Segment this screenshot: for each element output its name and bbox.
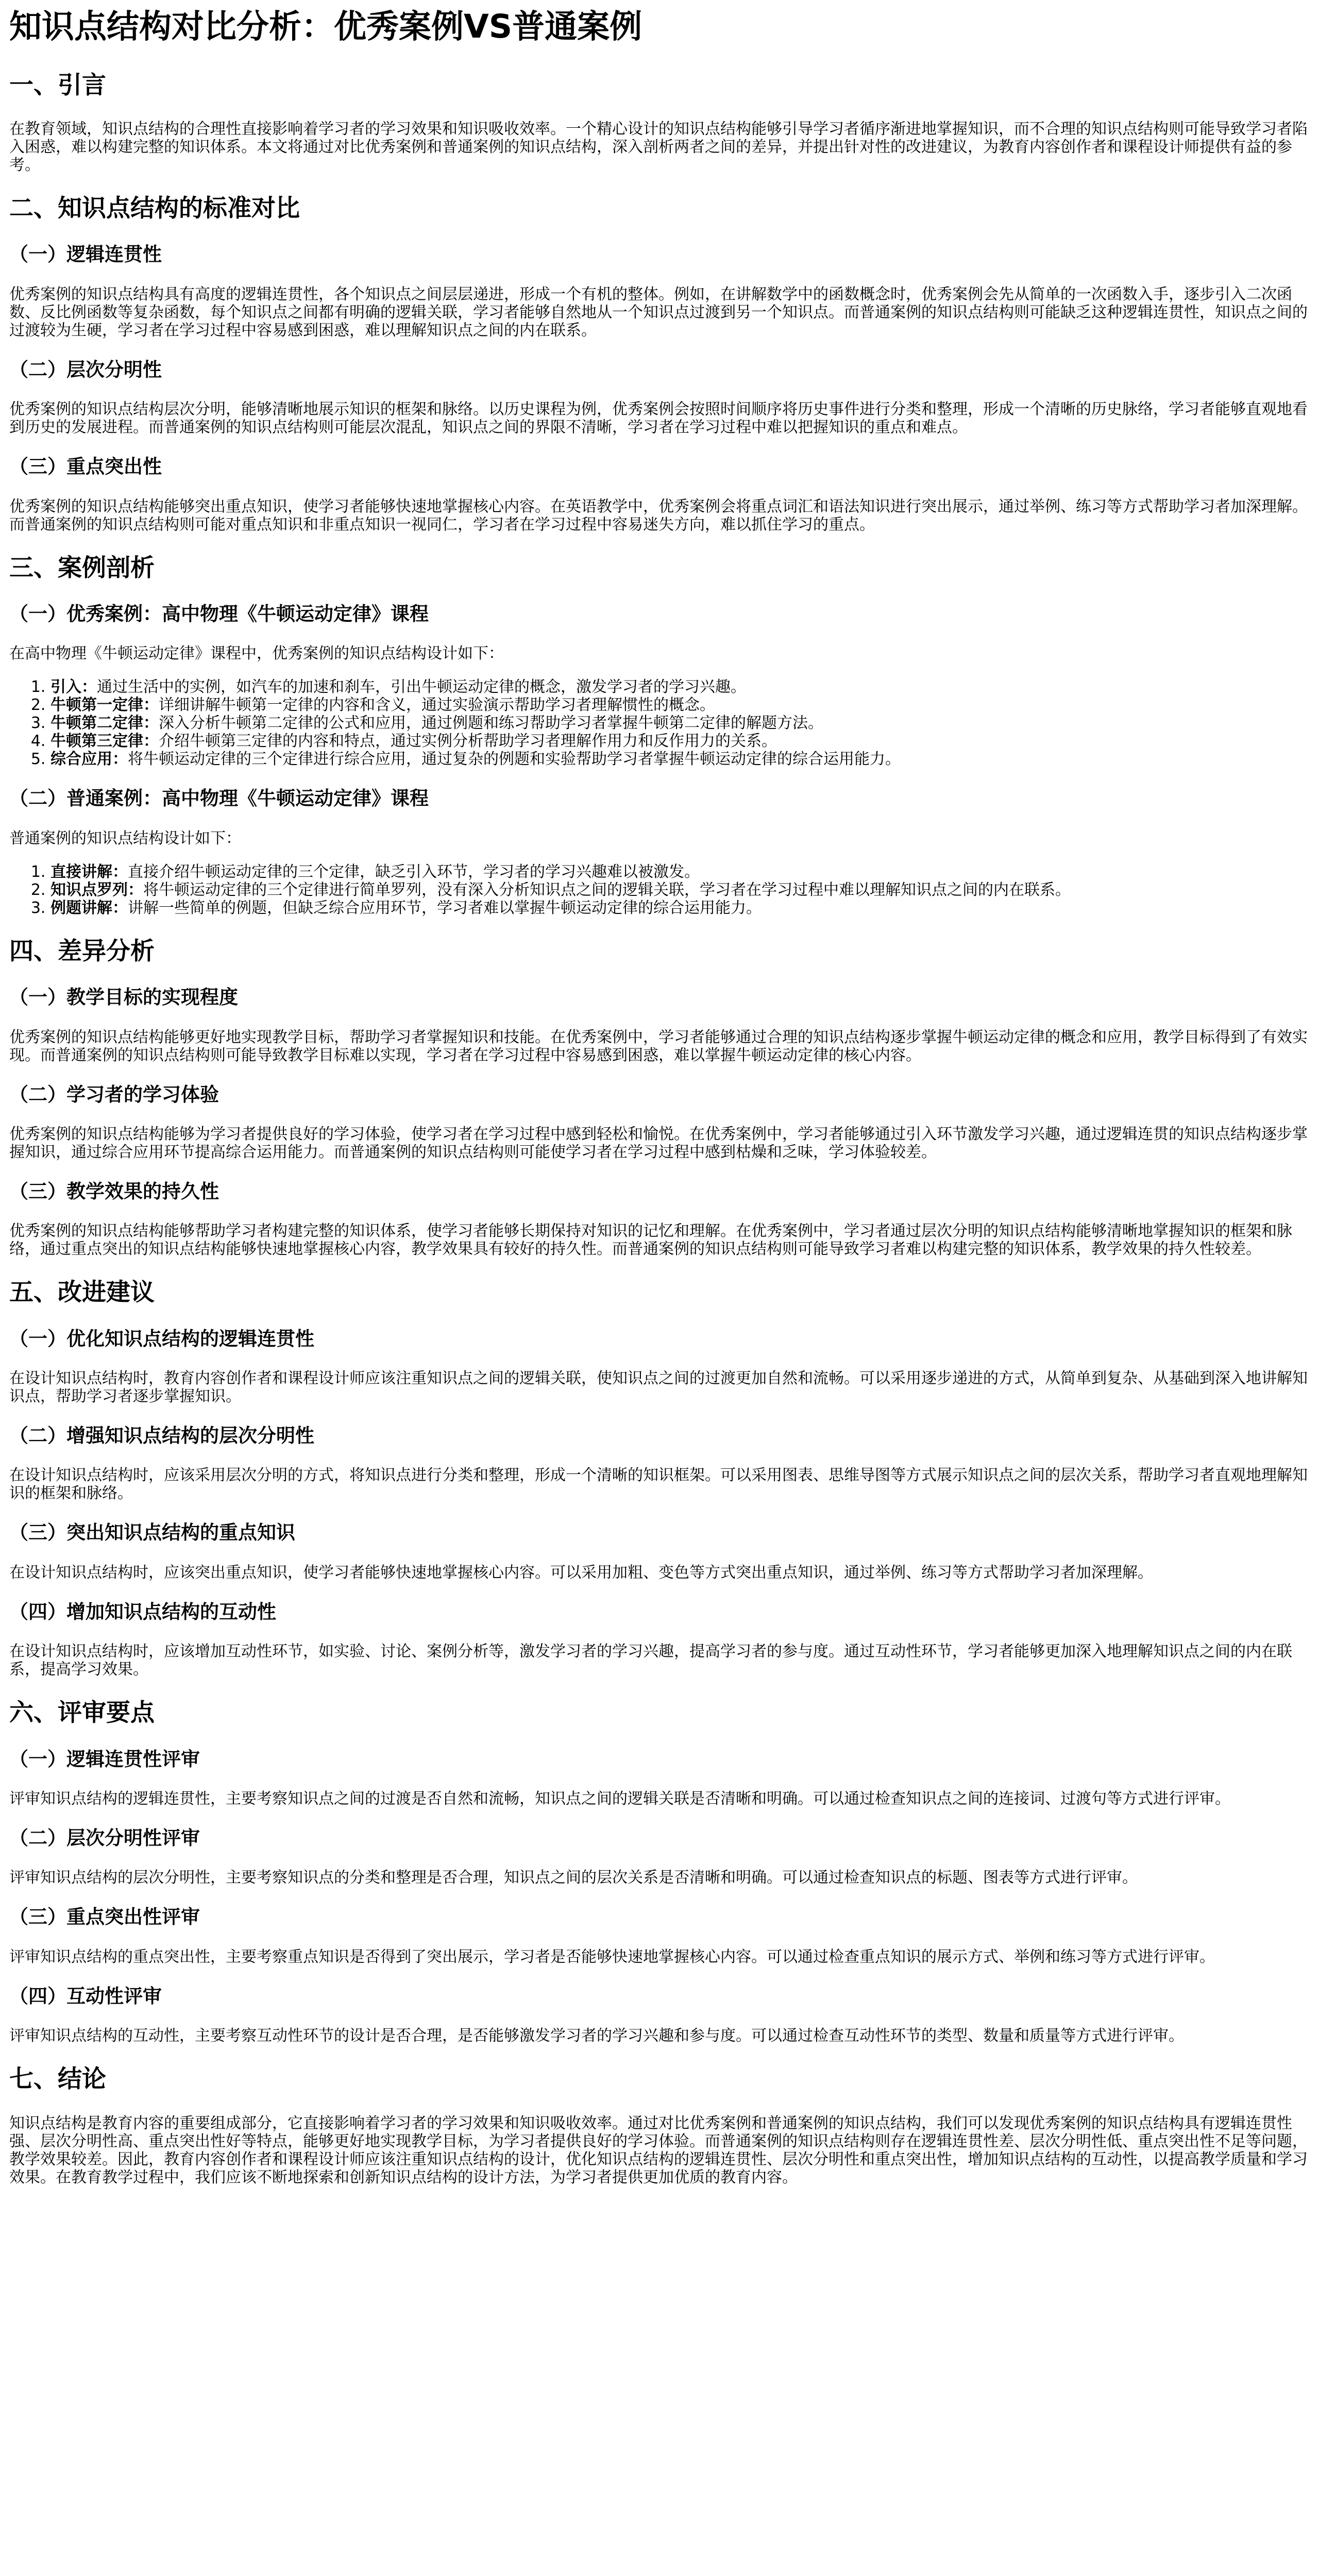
list-item-label: 例题讲解： [50, 899, 128, 917]
subsection-heading-review-interaction: （四）互动性评审 [9, 1985, 162, 2007]
subsection-heading-review-emphasis: （三）重点突出性评审 [9, 1906, 200, 1928]
list-item-label: 牛顿第三定律： [50, 732, 159, 751]
subsection-heading-review-hierarchy: （二）层次分明性评审 [9, 1827, 200, 1850]
paragraph-suggestion-hierarchy: 在设计知识点结构时，应该采用层次分明的方式，将知识点进行分类和整理，形成一个清晰的知识框架。可以采用图表、思维导图等方式展示知识点之间的层次关系，帮助学习者直观地理解知识的框架和脉络。 [9, 1466, 1308, 1503]
paragraph-hierarchy: 优秀案例的知识点结构层次分明，能够清晰地展示知识的框架和脉络。以历史课程为例，优秀案例会按照时间顺序将历史事件进行分类和整理，形成一个清晰的历史脉络，学习者能够直观地看到历史的发展进程。而普通案例的知识点结构则可能层次混乱，知识点之间的界限不清晰，学习者在学习过程中难以把握知识的重点和难点。 [9, 400, 1308, 437]
subsection-heading-learning-experience: （二）学习者的学习体验 [9, 1083, 219, 1106]
subsection-heading-review-logic: （一）逻辑连贯性评审 [9, 1748, 200, 1770]
subsection-heading-excellent-case: （一）优秀案例：高中物理《牛顿运动定律》课程 [9, 602, 429, 625]
section-heading-introduction: 一、引言 [9, 71, 106, 99]
list-item [50, 714, 1310, 732]
paragraph-review-logic: 评审知识点结构的逻辑连贯性，主要考察知识点之间的过渡是否自然和流畅，知识点之间的逻辑关联是否清晰和明确。可以通过检查知识点之间的连接词、过渡句等方式进行评审。 [9, 1790, 1230, 1808]
list-item [50, 863, 1310, 881]
subsection-heading-logic: （一）逻辑连贯性 [9, 243, 162, 266]
list-item-text: 将牛顿运动定律的三个定律进行综合应用，通过复杂的例题和实验帮助学习者掌握牛顿运动定律的综合运用能力。 [128, 750, 901, 769]
list-item-text: 讲解一些简单的例题，但缺乏综合应用环节，学习者难以掌握牛顿运动定律的综合运用能力。 [128, 899, 762, 917]
subsection-heading-suggestion-interaction: （四）增加知识点结构的互动性 [9, 1600, 276, 1623]
ordinary-case-intro: 普通案例的知识点结构设计如下： [9, 829, 241, 848]
list-item-label: 牛顿第一定律： [50, 696, 159, 715]
paragraph-review-emphasis: 评审知识点结构的重点突出性，主要考察重点知识是否得到了突出展示，学习者是否能够快速地掌握核心内容。可以通过检查重点知识的展示方式、举例和练习等方式进行评审。 [9, 1947, 1215, 1966]
section-heading-suggestions: 五、改进建议 [9, 1278, 155, 1307]
section-heading-difference-analysis: 四、差异分析 [9, 937, 155, 965]
list-item-text: 介绍牛顿第三定律的内容和特点，通过实例分析帮助学习者理解作用力和反作用力的关系。 [159, 732, 777, 751]
paragraph-suggestion-logic: 在设计知识点结构时，教育内容创作者和课程设计师应该注重知识点之间的逻辑关联，使知识点之间的过渡更加自然和流畅。可以采用逐步递进的方式，从简单到复杂、从基础到深入地讲解知识点，帮助学习者逐步掌握知识。 [9, 1369, 1308, 1406]
list-item [50, 732, 1310, 750]
paragraph-learning-experience: 优秀案例的知识点结构能够为学习者提供良好的学习体验，使学习者在学习过程中感到轻松和愉悦。在优秀案例中，学习者能够通过引入环节激发学习兴趣，通过逻辑连贯的知识点结构逐步掌握知识，通过综合应用环节提高综合运用能力。而普通案例的知识点结构则可能使学习者在学习过程中感到枯燥和乏味，学习体验较差。 [9, 1125, 1308, 1161]
list-item-label: 综合应用： [50, 750, 128, 769]
list-item [50, 678, 1310, 696]
list-item [50, 696, 1310, 714]
paragraph-suggestion-interaction: 在设计知识点结构时，应该增加互动性环节，如实验、讨论、案例分析等，激发学习者的学习兴趣，提高学习者的参与度。通过互动性环节，学习者能够更加深入地理解知识点之间的内在联系，提高学习效果。 [9, 1642, 1292, 1679]
section-heading-conclusion: 七、结论 [9, 2065, 106, 2094]
section-heading-standards: 二、知识点结构的标准对比 [9, 194, 300, 223]
paragraph-review-interaction: 评审知识点结构的互动性，主要考察互动性环节的设计是否合理，是否能够激发学习者的学习兴趣和参与度。可以通过检查互动性环节的类型、数量和质量等方式进行评审。 [9, 2027, 1184, 2045]
paragraph-suggestion-emphasis: 在设计知识点结构时，应该突出重点知识，使学习者能够快速地掌握核心内容。可以采用加粗、变色等方式突出重点知识，通过举例、练习等方式帮助学习者加深理解。 [9, 1563, 1153, 1582]
list-item-text: 将牛顿运动定律的三个定律进行简单罗列，没有深入分析知识点之间的逻辑关联，学习者在学习过程中难以理解知识点之间的内在联系。 [143, 880, 1071, 899]
subsection-heading-ordinary-case: （二）普通案例：高中物理《牛顿运动定律》课程 [9, 787, 429, 810]
list-item [50, 899, 1310, 917]
subsection-heading-hierarchy: （二）层次分明性 [9, 358, 162, 381]
list-item-label: 引入： [50, 678, 97, 697]
paragraph-persistence: 优秀案例的知识点结构能够帮助学习者构建完整的知识体系，使学习者能够长期保持对知识的记忆和理解。在优秀案例中，学习者通过层次分明的知识点结构能够清晰地掌握知识的框架和脉络，通过重点突出的知识点结构能够快速地掌握核心内容，教学效果具有较好的持久性。而普通案例的知识点结构则可能导致学习者难以构建完整的知识体系，教学效果的持久性较差。 [9, 1222, 1292, 1259]
list-item-text: 直接介绍牛顿运动定律的三个定律，缺乏引入环节，学习者的学习兴趣难以被激发。 [128, 862, 700, 881]
list-item [50, 881, 1310, 899]
section-heading-review-points: 六、评审要点 [9, 1699, 155, 1727]
paragraph-logic: 优秀案例的知识点结构具有高度的逻辑连贯性，各个知识点之间层层递进，形成一个有机的整体。例如，在讲解数学中的函数概念时，优秀案例会先从简单的一次函数入手，逐步引入二次函数、反比例函数等复杂函数，每个知识点之间都有明确的逻辑关联，学习者能够自然地从一个知识点过渡到另一个知识点。而普通案例的知识点结构则可能缺乏这种逻辑连贯性，知识点之间的过渡较为生硬，学习者在学习过程中容易感到困惑，难以理解知识点之间的内在联系。 [9, 285, 1308, 340]
paragraph-teaching-goals: 优秀案例的知识点结构能够更好地实现教学目标，帮助学习者掌握知识和技能。在优秀案例中，学习者能够通过合理的知识点结构逐步掌握牛顿运动定律的概念和应用，教学目标得到了有效实现。而普通案例的知识点结构则可能导致教学目标难以实现，学习者在学习过程中容易感到困惑，难以掌握牛顿运动定律的核心内容。 [9, 1028, 1308, 1064]
subsection-heading-emphasis: （三）重点突出性 [9, 455, 162, 478]
subsection-heading-teaching-goals: （一）教学目标的实现程度 [9, 986, 238, 1009]
subsection-heading-persistence: （三）教学效果的持久性 [9, 1180, 219, 1202]
paragraph-review-hierarchy: 评审知识点结构的层次分明性，主要考察知识点的分类和整理是否合理，知识点之间的层次关系是否清晰和明确。可以通过检查知识点的标题、图表等方式进行评审。 [9, 1869, 1138, 1887]
subsection-heading-suggestion-logic: （一）优化知识点结构的逻辑连贯性 [9, 1327, 314, 1350]
introduction-paragraph: 在教育领域，知识点结构的合理性直接影响着学习者的学习效果和知识吸收效率。一个精心设计的知识点结构能够引导学习者循序渐进地掌握知识，而不合理的知识点结构则可能导致学习者陷入困惑，难以构建完整的知识体系。本文将通过对比优秀案例和普通案例的知识点结构，深入剖析两者之间的差异，并提出针对性的改进建议，为教育内容创作者和课程设计师提供有益的参考。 [9, 120, 1308, 174]
page-title: 知识点结构对比分析：优秀案例VS普通案例 [9, 8, 642, 45]
conclusion-paragraph: 知识点结构是教育内容的重要组成部分，它直接影响着学习者的学习效果和知识吸收效率。通过对比优秀案例和普通案例的知识点结构，我们可以发现优秀案例的知识点结构具有逻辑连贯性强、层次分明性高、重点突出性好等特点，能够更好地实现教学目标，为学习者提供良好的学习体验。而普通案例的知识点结构则存在逻辑连贯性差、层次分明性低、重点突出性不足等问题，教学效果较差。因此，教育内容创作者和课程设计师应该注重知识点结构的设计，优化知识点结构的逻辑连贯性、层次分明性和重点突出性，增加知识点结构的互动性，以提高教学质量和学习效果。在教育教学过程中，我们应该不断地探索和创新知识点结构的设计方法，为学习者提供更加优质的教育内容。 [9, 2114, 1308, 2187]
excellent-case-list [9, 678, 1310, 768]
list-item-text: 通过生活中的实例，如汽车的加速和刹车，引出牛顿运动定律的概念，激发学习者的学习兴趣。 [97, 678, 746, 697]
list-item-text: 深入分析牛顿第二定律的公式和应用，通过例题和练习帮助学习者掌握牛顿第二定律的解题方法。 [159, 714, 823, 733]
list-item-label: 知识点罗列： [50, 880, 143, 899]
list-item-text: 详细讲解牛顿第一定律的内容和含义，通过实验演示帮助学习者理解惯性的概念。 [159, 696, 715, 715]
list-item-label: 牛顿第二定律： [50, 714, 159, 733]
subsection-heading-suggestion-emphasis: （三）突出知识点结构的重点知识 [9, 1521, 295, 1544]
list-item [50, 750, 1310, 768]
subsection-heading-suggestion-hierarchy: （二）增强知识点结构的层次分明性 [9, 1425, 314, 1447]
section-heading-case-analysis: 三、案例剖析 [9, 553, 155, 582]
ordinary-case-list [9, 863, 1310, 917]
list-item-label: 直接讲解： [50, 862, 128, 881]
paragraph-emphasis: 优秀案例的知识点结构能够突出重点知识，使学习者能够快速地掌握核心内容。在英语教学中，优秀案例会将重点词汇和语法知识进行突出展示，通过举例、练习等方式帮助学习者加深理解。而普通案例的知识点结构则可能对重点知识和非重点知识一视同仁，学习者在学习过程中容易迷失方向，难以抓住学习的重点。 [9, 497, 1308, 534]
excellent-case-intro: 在高中物理《牛顿运动定律》课程中，优秀案例的知识点结构设计如下： [9, 645, 504, 663]
